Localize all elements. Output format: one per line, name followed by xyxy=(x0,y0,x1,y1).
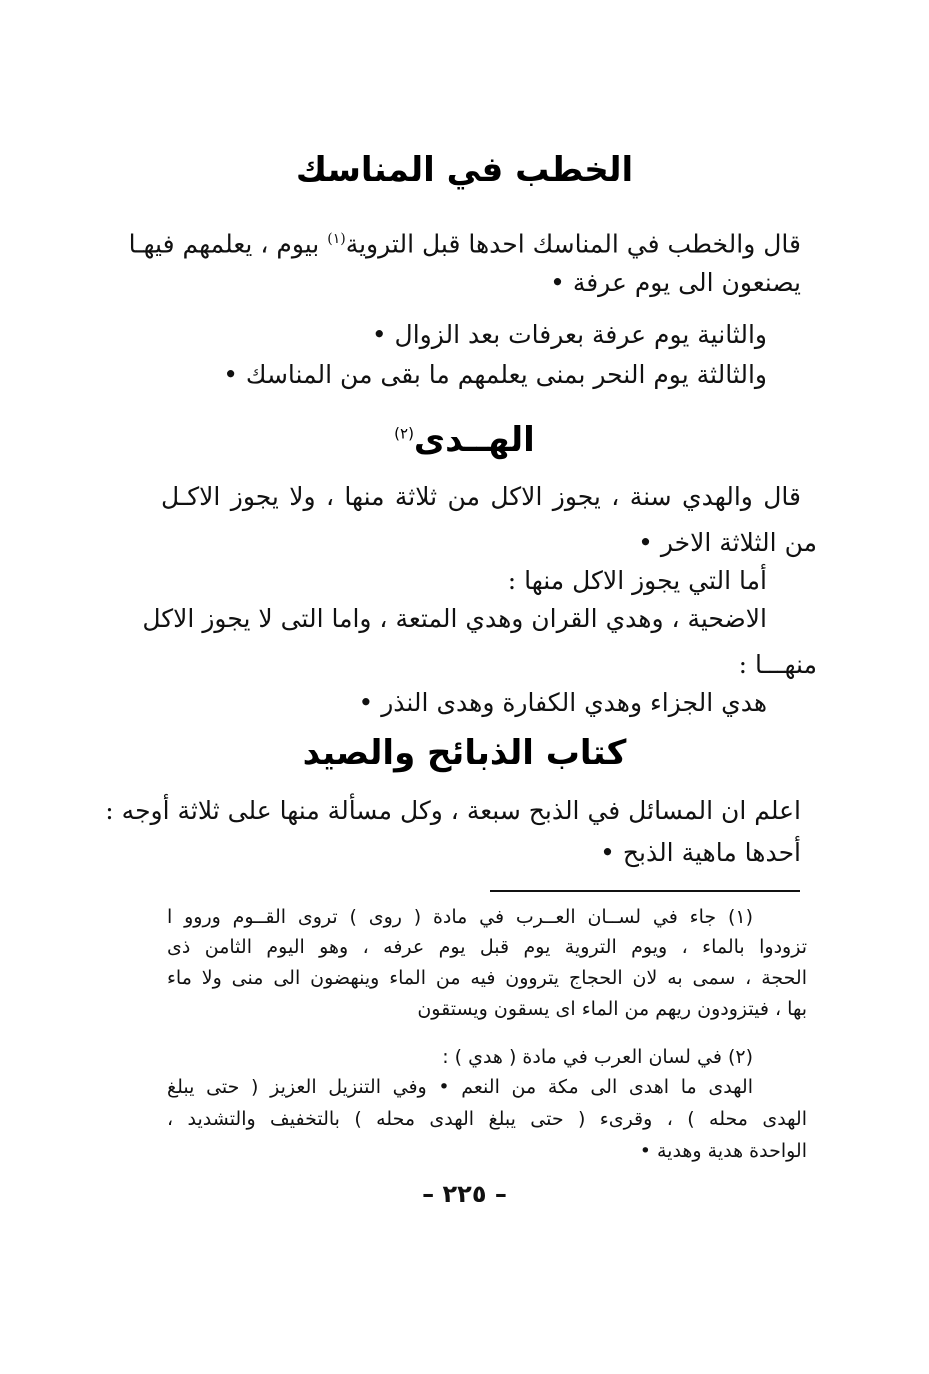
footnote-line: الهدى ما اهدى الى مكة من النعم • وفي التنزيل العزيز ( حتى يبلغ xyxy=(167,1076,753,1098)
footnote-line: الحجة ، سمى به لان الحجاج يتروون فيه من الماء وينهضون الى منى ولا ماء xyxy=(167,967,807,989)
footnote-line: الهدى محله ) ، وقرىء ( حتى يبلغ الهدى محله ) بالتخفيف والتشديد ، xyxy=(167,1108,807,1130)
footnote-divider xyxy=(490,890,800,892)
footnote-line: (٢) في لسان العرب في مادة ( هدي ) : xyxy=(442,1046,753,1068)
section-title-sermons xyxy=(0,150,929,190)
footnote-ref: (٢) xyxy=(394,424,414,443)
footnote-line: (١) جاء في لســان العــرب في مادة ( روى ) تروى القــوم وروو ا xyxy=(167,906,753,928)
section-title-hady xyxy=(0,420,929,460)
footnote-line: بها ، فيتزودون ريهم من الماء اى يسقون ويستقون xyxy=(417,998,807,1020)
section-title-text: الخطب في المناسك xyxy=(295,150,634,190)
paragraph-line xyxy=(128,222,801,261)
footnote-line: الواحدة هدية وهدية • xyxy=(639,1140,807,1162)
paragraph-line: أما التي يجوز الاكل منها : xyxy=(507,566,767,595)
line-text: بيوم ، يعلمهم فيهـا xyxy=(128,229,320,259)
paragraph-line: من الثلاثة الاخر • xyxy=(638,528,817,557)
paragraph-line: الاضحية ، وهدي القران وهدي المتعة ، واما التى لا يجوز الاكل xyxy=(142,604,767,633)
paragraph-line: قال والهدي سنة ، يجوز الاكل من ثلاثة منها ، ولا يجوز الاكـل xyxy=(161,482,801,511)
section-title-slaughter xyxy=(0,733,929,773)
footnote-line: تزودوا بالماء ، ويوم التروية يوم قبل يوم عرفه ، وهو اليوم الثامن ذى xyxy=(167,936,807,958)
section-title-text: الهــدى xyxy=(413,420,535,460)
section-title-text: كتاب الذبائح والصيد xyxy=(302,733,627,773)
line-text: قال والخطب في المناسك احدها قبل التروية xyxy=(345,229,801,259)
paragraph-line: منهـــا : xyxy=(738,650,817,679)
paragraph-line: أحدها ماهية الذبح • xyxy=(600,838,801,867)
paragraph-line: والثالثة يوم النحر بمنى يعلمهم ما بقى من المناسك • xyxy=(223,360,767,389)
page-number: – ٢٢٥ – xyxy=(422,1180,507,1208)
paragraph-line: هدي الجزاء وهدي الكفارة وهدى النذر • xyxy=(358,688,767,717)
paragraph-line: والثانية يوم عرفة بعرفات بعد الزوال • xyxy=(371,320,767,349)
paragraph-line: يصنعون الى يوم عرفة • xyxy=(550,268,801,297)
paragraph-line: اعلم ان المسائل في الذبح سبعة ، وكل مسألة منها على ثلاثة أوجه : xyxy=(105,796,801,825)
footnote-ref: (١) xyxy=(327,231,346,247)
